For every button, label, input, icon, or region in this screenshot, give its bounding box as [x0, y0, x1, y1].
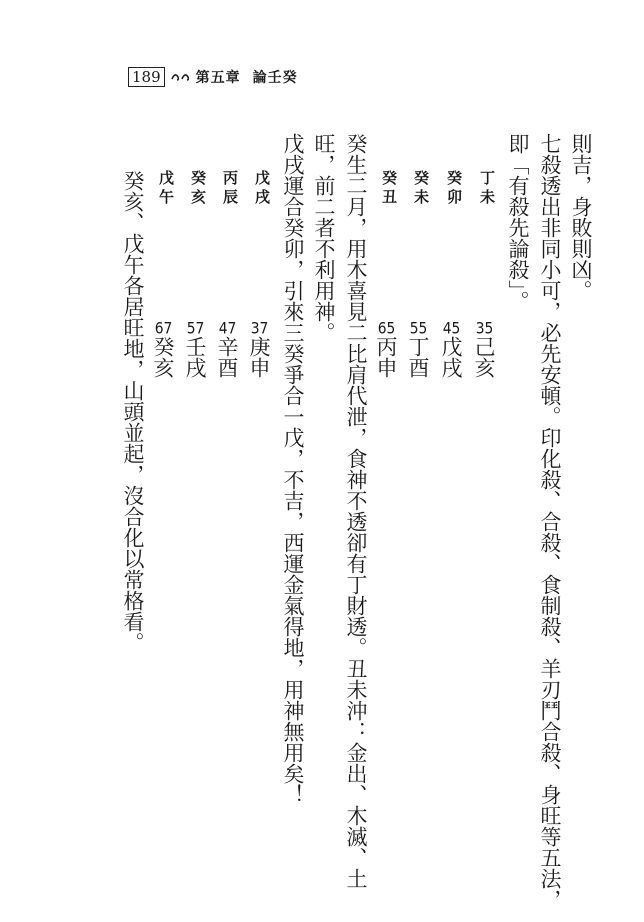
luck-ganzhi: 壬戌: [183, 336, 207, 378]
luck-ganzhi: 戊戌: [439, 336, 463, 378]
luck2-pillar-4: [150, 320, 176, 378]
text-line-1: 則吉，身敗則凶。: [569, 133, 593, 301]
pillar2-day: 癸亥: [189, 170, 207, 208]
luck-age: 35: [475, 320, 494, 336]
luck2-pillar-3: [182, 320, 208, 378]
luck-ganzhi: 丙申: [374, 336, 398, 378]
luck-pillar-4: [373, 320, 399, 378]
pillar-month: 癸卯: [445, 170, 463, 208]
text-line-7: 癸亥、戊午各居旺地，山頭並起，沒合化以常格看。: [121, 170, 145, 653]
luck-age: 65: [377, 320, 396, 336]
luck-ganzhi: 丁酉: [406, 336, 430, 378]
text-line-3: 即「有殺先論殺」。: [506, 133, 530, 312]
luck-pillar-2: [438, 320, 464, 378]
luck-age: 47: [218, 320, 237, 336]
luck-pillar-1: [471, 320, 497, 378]
luck-ganzhi: 辛酉: [215, 336, 239, 378]
text-line-4: 癸生二月，用木喜見二比肩代泄，食神不透卻有丁財透。丑未沖：金出、木滅、土: [344, 133, 368, 889]
luck-ganzhi: 己亥: [472, 336, 496, 378]
luck-age: 37: [250, 320, 269, 336]
chapter-title: 論壬癸: [252, 70, 298, 86]
pillar-day: 癸未: [412, 170, 430, 208]
luck2-pillar-2: [214, 320, 240, 378]
page-number: 189: [128, 67, 165, 87]
ornament-icon: [170, 70, 192, 84]
luck-age: 55: [409, 320, 428, 336]
pillar-year: 丁未: [478, 170, 496, 208]
text-line-5: 旺，前二者不利用神。: [312, 133, 336, 343]
luck-pillar-3: [405, 320, 431, 378]
text-line-6: 戊戌運合癸卯，引來三癸爭合一戊，不吉，西運金氣得地，用神無用矣！: [281, 133, 305, 805]
pillar-hour: 癸丑: [380, 170, 398, 208]
running-header: [128, 66, 298, 88]
luck-ganzhi: 庚申: [247, 336, 271, 378]
text-line-2: 七殺透出非同小可，必先安頓。印化殺、合殺、食制殺、羊刃鬥合殺、身旺等五法，: [538, 133, 562, 910]
pillar2-hour: 戊午: [157, 170, 175, 208]
chapter-label: 第五章: [195, 70, 241, 86]
pillar2-month: 丙辰: [221, 170, 239, 208]
luck-age: 45: [442, 320, 461, 336]
luck-ganzhi: 癸亥: [151, 336, 175, 378]
luck-age: 57: [186, 320, 205, 336]
luck2-pillar-1: [246, 320, 272, 378]
luck-age: 67: [154, 320, 173, 336]
pillar2-year: 戊戌: [253, 170, 271, 208]
